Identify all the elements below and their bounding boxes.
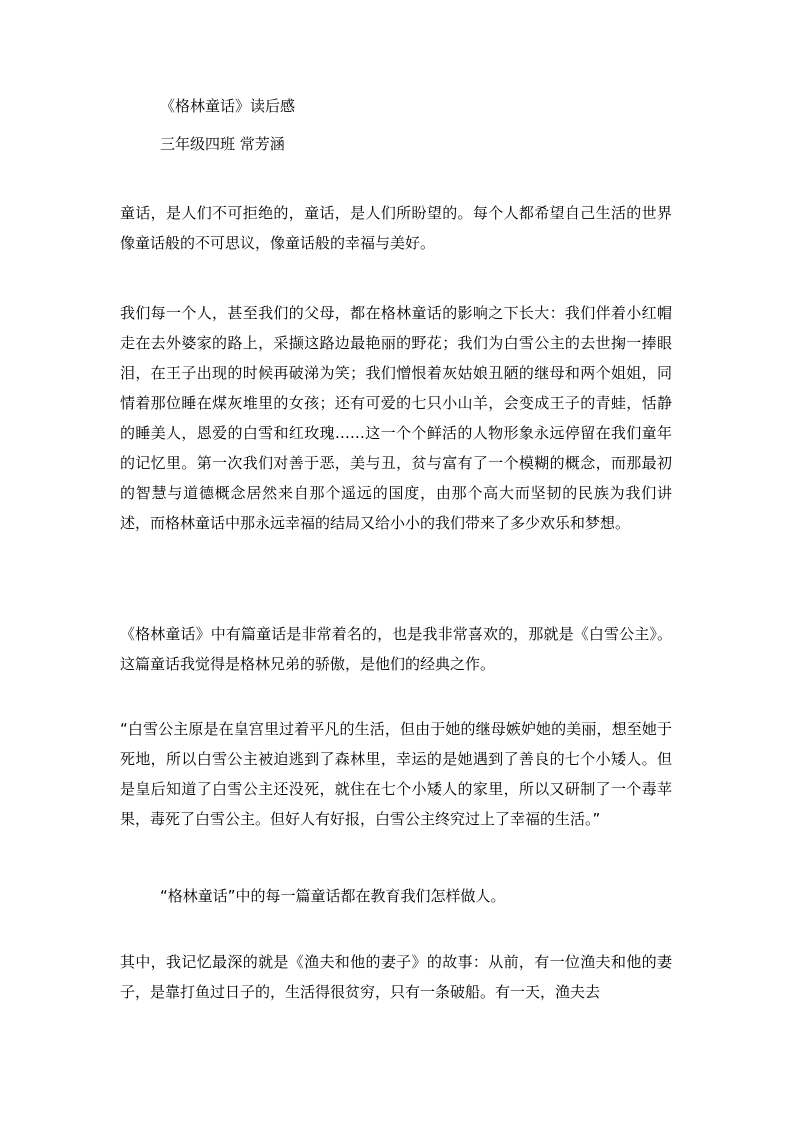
paragraph-childhood: 我们每一个人，甚至我们的父母，都在格林童话的影响之下长大：我们伴着小红帽走在去外婆家的路上，采撷这路边最艳丽的野花；我们为白雪公主的去世掬一捧眼泪，在王子出现的时候再破涕为笑；我们憎恨着灰姑娘丑陋的继母和两个姐姐，同情着那位睡在煤灰堆里的女孩；还有可爱的七只小山羊，会变成王子的青蛙，恬静的睡美人，恩爱的白雪和红玫瑰……这一个个鲜活的人物形象永远停留在我们童年的记忆里。第一次我们对善于恶，美与丑，贫与富有了一个模糊的概念，而那最初的智慧与道德概念居然来自那个遥远的国度，由那个高大而坚韧的民族为我们讲述，而格林童话中那永远幸福的结局又给小小的我们带来了多少欢乐和梦想。 [120,304,672,532]
paragraph-lesson: “格林童话”中的每一篇童话都在教育我们怎样做人。 [160,887,506,905]
document-title: 《格林童话》读后感 [160,97,296,115]
paragraph-intro: 童话，是人们不可拒绝的，童话，是人们所盼望的。每个人都希望自己生活的世界像童话般的不可思议，像童话般的幸福与美好。 [120,204,672,252]
paragraph-fisherman: 其中，我记忆最深的就是《渔夫和他的妻子》的故事：从前，有一位渔夫和他的妻子，是靠打鱼过日子的，生活得很贫穷，只有一条破船。有一天，渔夫去 [120,953,672,1001]
author-byline: 三年级四班 常芳涵 [160,135,285,153]
paragraph-snow-white-story: “白雪公主原是在皇宫里过着平凡的生活，但由于她的继母嫉妒她的美丽，想至她于死地，所以白雪公主被迫逃到了森林里，幸运的是她遇到了善良的七个小矮人。但是皇后知道了白雪公主还没死，就住在七个小矮人的家里，所以又研制了一个毒苹果，毒死了白雪公主。但好人有好报，白雪公主终究过上了幸福的生活。” [120,720,672,828]
paragraph-snow-white-intro: 《格林童话》中有篇童话是非常着名的，也是我非常喜欢的，那就是《白雪公主》。这篇童话我觉得是格林兄弟的骄傲，是他们的经典之作。 [120,625,672,673]
